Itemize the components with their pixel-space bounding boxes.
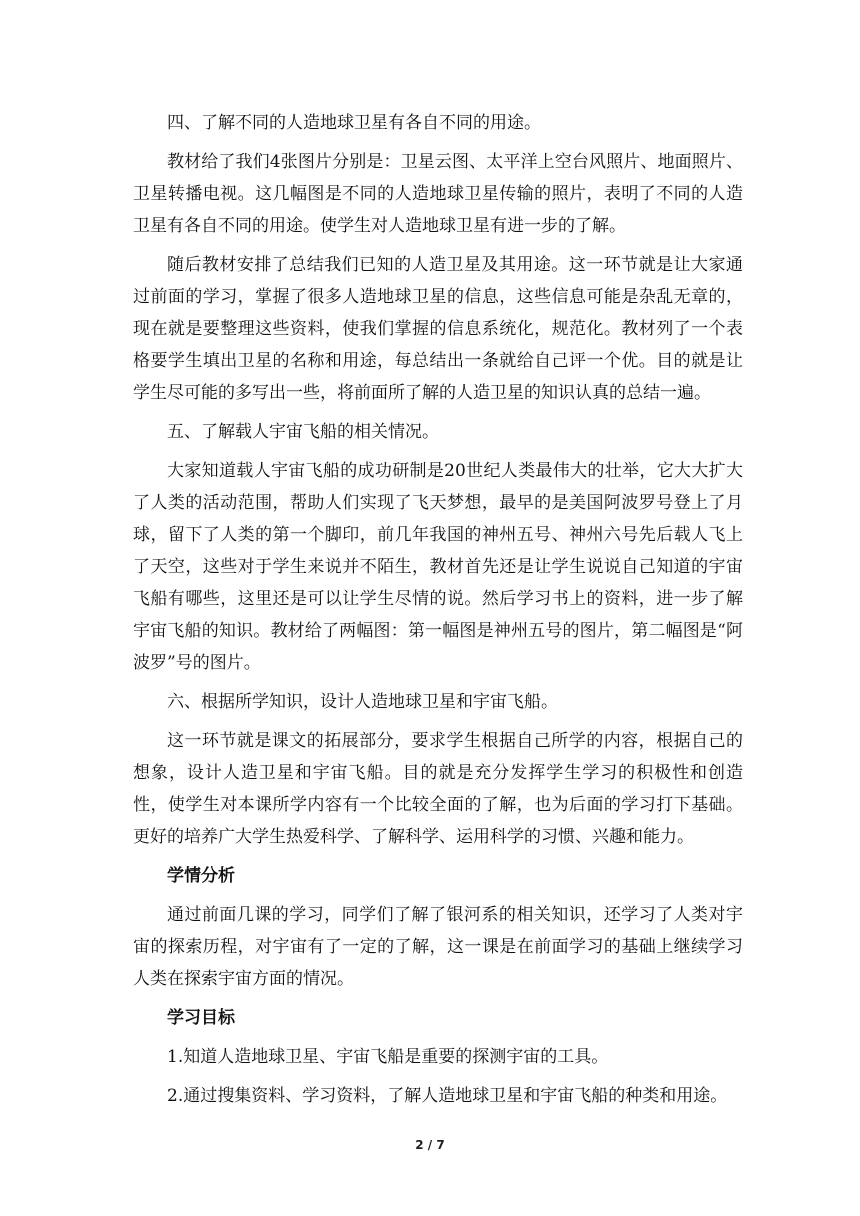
- paragraph-section-five-heading: 五、了解载人宇宙飞船的相关情况。: [167, 422, 439, 442]
- paragraph-section-four-heading: 四、了解不同的人造地球卫星有各自不同的用途。: [167, 113, 541, 133]
- section-heading-learning-goals: 学习目标: [167, 1008, 235, 1028]
- section-heading-student-analysis: 学情分析: [167, 866, 235, 886]
- paragraph-textbook-pictures: 教材给了我们4张图片分别是：卫星云图、太平洋上空台风照片、地面照片、卫星转播电视。这几幅图是不同的人造地球卫星传输的照片，表明了不同的人造卫星有各自不同的用途。使学生对人造地球卫星有进一步的了解。: [133, 152, 743, 236]
- document-body: [133, 107, 743, 1119]
- paragraph-summary-satellites: 随后教材安排了总结我们已知的人造卫星及其用途。这一环节就是让大家通过前面的学习，掌握了很多人造地球卫星的信息，这些信息可能是杂乱无章的，现在就是要整理这些资料，使我们掌握的信息系统化，规范化。教材列了一个表格要学生填出卫星的名称和用途，每总结出一条就给自己评一个优。目的就是让学生尽可能的多写出一些，将前面所了解的人造卫星的知识认真的总结一遍。: [133, 255, 743, 403]
- paragraph-section-six-heading: 六、根据所学知识，设计人造地球卫星和宇宙飞船。: [167, 692, 558, 712]
- paragraph-spaceship-intro: 大家知道载人宇宙飞船的成功研制是20世纪人类最伟大的壮举，它大大扩大了人类的活动范围，帮助人们实现了飞天梦想，最早的是美国阿波罗号登上了月球，留下了人类的第一个脚印，前几年我国的神州五号、神州六号先后载人飞上了天空，这些对于学生来说并不陌生，教材首先还是让学生说说自己知道的宇宙飞船有哪些，这里还是可以让学生尽情的说。然后学习书上的资料，进一步了解宇宙飞船的知识。教材给了两幅图：第一幅图是神州五号的图片，第二幅图是“阿波罗”号的图片。: [133, 461, 743, 673]
- paragraph-extension: 这一环节就是课文的拓展部分，要求学生根据自己所学的内容，根据自己的想象，设计人造卫星和宇宙飞船。目的就是充分发挥学生学习的积极性和创造性，使学生对本课所学内容有一个比较全面的了解，也为后面的学习打下基础。更好的培养广大学生热爱科学、了解科学、运用科学的习惯、兴趣和能力。: [133, 731, 743, 847]
- page-number: 2 / 7: [415, 1138, 445, 1152]
- learning-goal-item-2: 2.通过搜集资料、学习资料，了解人造地球卫星和宇宙飞船的种类和用途。: [167, 1086, 728, 1106]
- learning-goal-item-1: 1.知道人造地球卫星、宇宙飞船是重要的探测宇宙的工具。: [167, 1047, 609, 1067]
- paragraph-student-analysis: 通过前面几课的学习，同学们了解了银河系的相关知识，还学习了人类对宇宙的探索历程，对宇宙有了一定的了解，这一课是在前面学习的基础上继续学习人类在探索宇宙方面的情况。: [133, 905, 743, 989]
